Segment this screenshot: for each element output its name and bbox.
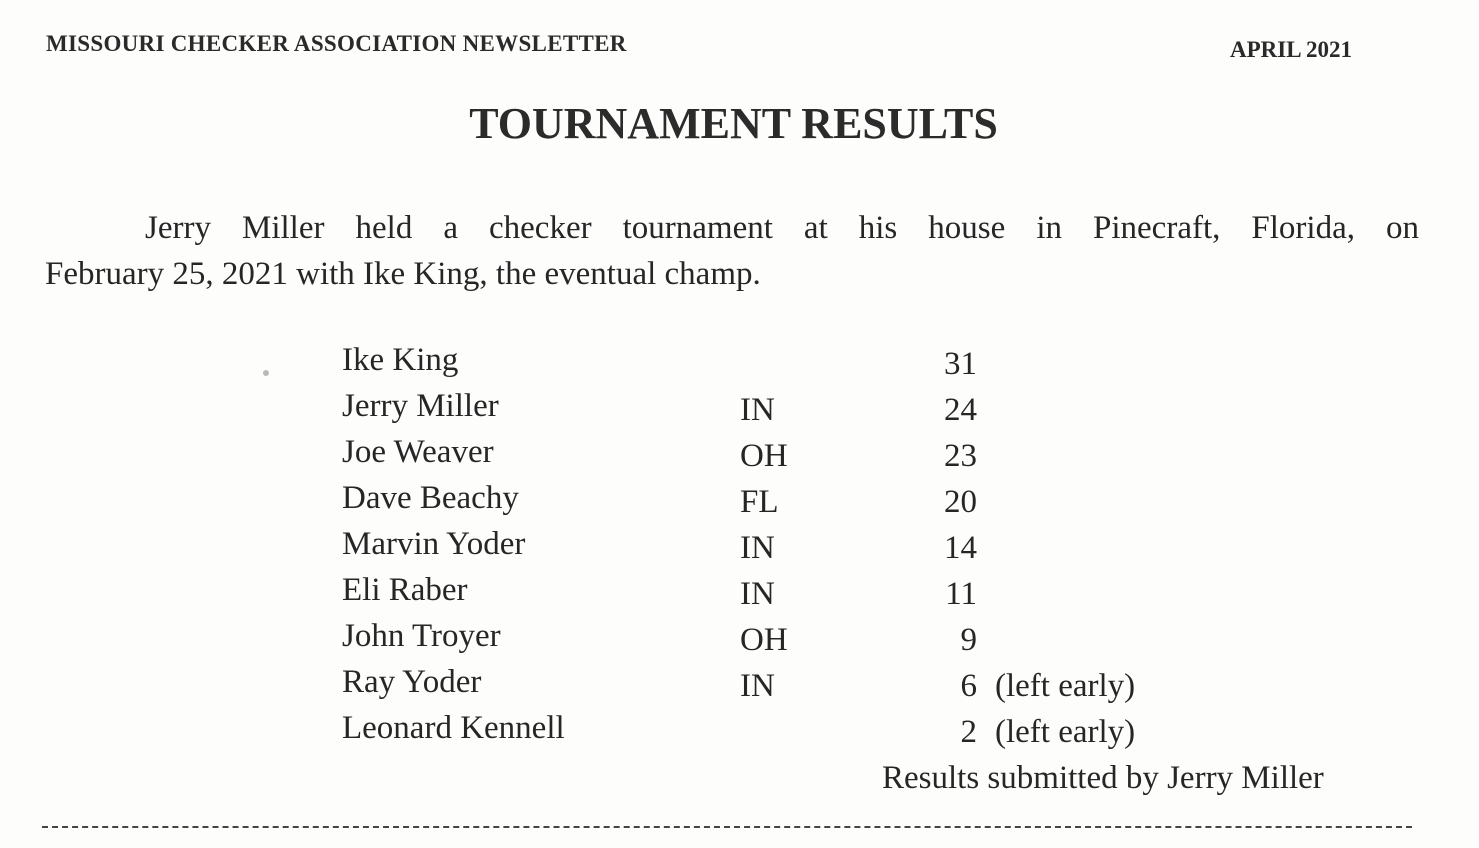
publication-name: MISSOURI CHECKER ASSOCIATION NEWSLETTER <box>46 31 627 56</box>
player-state: IN <box>740 576 775 612</box>
player-score: 20 <box>944 484 977 520</box>
scan-speck <box>263 370 269 376</box>
issue-date: APRIL 2021 <box>1230 37 1353 62</box>
player-score: 11 <box>945 576 977 612</box>
result-row <box>342 340 1242 386</box>
result-row <box>342 432 1242 478</box>
player-score: 9 <box>960 622 977 658</box>
result-row <box>342 616 1242 662</box>
player-name: Dave Beachy <box>342 480 519 516</box>
player-note: (left early) <box>995 714 1136 750</box>
results-table <box>342 340 1242 754</box>
dashed-divider <box>42 826 1412 828</box>
player-name: Jerry Miller <box>342 388 499 424</box>
player-score: 23 <box>944 438 977 474</box>
player-name: John Troyer <box>342 618 501 654</box>
player-name: Eli Raber <box>342 572 468 608</box>
player-score: 14 <box>944 530 977 566</box>
player-state: IN <box>740 392 775 428</box>
player-state: OH <box>740 622 788 658</box>
player-state: FL <box>740 484 779 520</box>
result-row <box>342 570 1242 616</box>
result-row <box>342 524 1242 570</box>
player-score: 31 <box>944 346 977 382</box>
results-credit: Results submitted by Jerry Miller <box>882 760 1324 796</box>
article-title: TOURNAMENT RESULTS <box>469 99 998 148</box>
result-row <box>342 662 1242 708</box>
result-row <box>342 386 1242 432</box>
intro-line-2: February 25, 2021 with Ike King, the eventual champ. <box>45 256 761 292</box>
player-name: Ike King <box>342 342 459 378</box>
player-state: IN <box>740 668 775 704</box>
article-intro <box>45 205 1419 297</box>
player-score: 2 <box>960 714 977 750</box>
player-state: IN <box>740 530 775 566</box>
result-row <box>342 708 1242 754</box>
player-name: Joe Weaver <box>342 434 494 470</box>
intro-line-1: Jerry Miller held a checker tournament at his house in Pinecraft, Florida, on <box>145 210 1419 246</box>
player-state: OH <box>740 438 788 474</box>
player-note: (left early) <box>995 668 1136 704</box>
player-score: 24 <box>944 392 977 428</box>
player-name: Marvin Yoder <box>342 526 526 562</box>
player-name: Leonard Kennell <box>342 710 565 746</box>
player-name: Ray Yoder <box>342 664 482 700</box>
player-score: 6 <box>960 668 977 704</box>
result-row <box>342 478 1242 524</box>
